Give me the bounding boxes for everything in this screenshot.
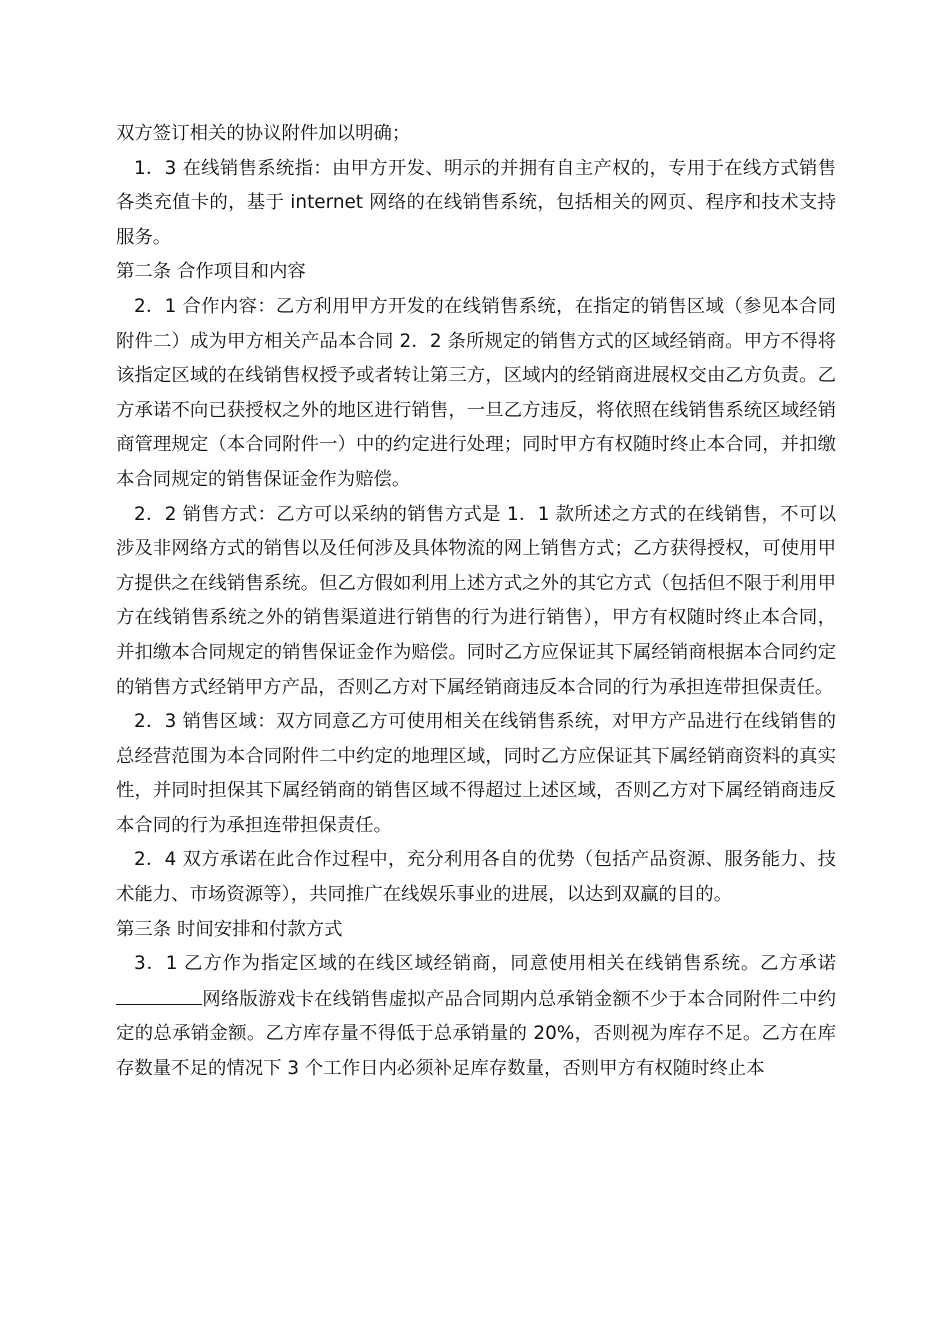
article-3-heading: 第三条 时间安排和付款方式: [116, 918, 343, 940]
article-2-heading: 第二条 合作项目和内容: [116, 261, 306, 283]
clause-3-1: [116, 947, 836, 1086]
clause-2-1: 2．1 合作内容：乙方利用甲方开发的在线销售系统，在指定的销售区域（参见本合同附件二）成为甲方相关产品本合同 2．2 条所规定的销售方式的区域经销商。甲方不得将该指定区域的在线销售权授予或者转让第三方，区域内的经销商进展权交由乙方负责。乙方承诺不向已获授权之外的地区进行销售，一旦乙方违反，将依照在线销售系统区域经销商管理规定（本合同附件一）中的约定进行处理；同时甲方有权随时终止本合同，并扣缴本合同规定的销售保证金作为赔偿。: [116, 295, 836, 490]
paragraph-attachment-note: 双方签订相关的协议附件加以明确；: [116, 123, 411, 144]
clause-2-3: 2．3 销售区域：双方同意乙方可使用相关在线销售系统，对甲方产品进行在线销售的总经营范围为本合同附件二中约定的地理区域，同时乙方应保证其下属经销商资料的真实性，并同时担保其下属经销商的销售区域不得超过上述区域，否则乙方对下属经销商违反本合同的行为承担连带担保责任。: [116, 711, 836, 836]
clause-2-4: 2．4 双方承诺在此合作过程中，充分利用各自的优势（包括产品资源、服务能力、技术能力、市场资源等），共同推广在线娱乐事业的进展，以达到双赢的目的。: [116, 849, 836, 906]
clause-2-2: 2．2 销售方式：乙方可以采纳的销售方式是 1．1 款所述之方式的在线销售，不可以涉及非网络方式的销售以及任何涉及具体物流的网上销售方式；乙方获得授权，可使用甲方提供之在线销售系统。但乙方假如利用上述方式之外的其它方式（包括但不限于利用甲方在线销售系统之外的销售渠道进行销售的行为进行销售），甲方有权随时终止本合同，并扣缴本合同规定的销售保证金作为赔偿。同时乙方应保证其下属经销商根据本合同约定的销售方式经销甲方产品，否则乙方对下属经销商违反本合同的行为承担连带担保责任。: [116, 503, 836, 698]
blank-fill-line: [116, 982, 202, 1005]
clause-3-1-text-start: 3．1 乙方作为指定区域的在线区域经销商，同意使用相关在线销售系统。乙方承诺: [134, 953, 836, 975]
contract-body: [116, 117, 836, 1087]
clause-3-1-text-end: 网络版游戏卡在线销售虚拟产品合同期内总承销金额不少于本合同附件二中约定的总承销金额。乙方库存量不得低于总承销量的 20%，否则视为库存不足。乙方在库存数量不足的情况下 3 个工作日内必须补足库存数量，否则甲方有权随时终止本: [116, 988, 836, 1080]
clause-1-3: 1．3 在线销售系统指：由甲方开发、明示的并拥有自主产权的，专用于在线方式销售各类充值卡的，基于 internet 网络的在线销售系统，包括相关的网页、程序和技术支持服务。: [116, 157, 836, 248]
